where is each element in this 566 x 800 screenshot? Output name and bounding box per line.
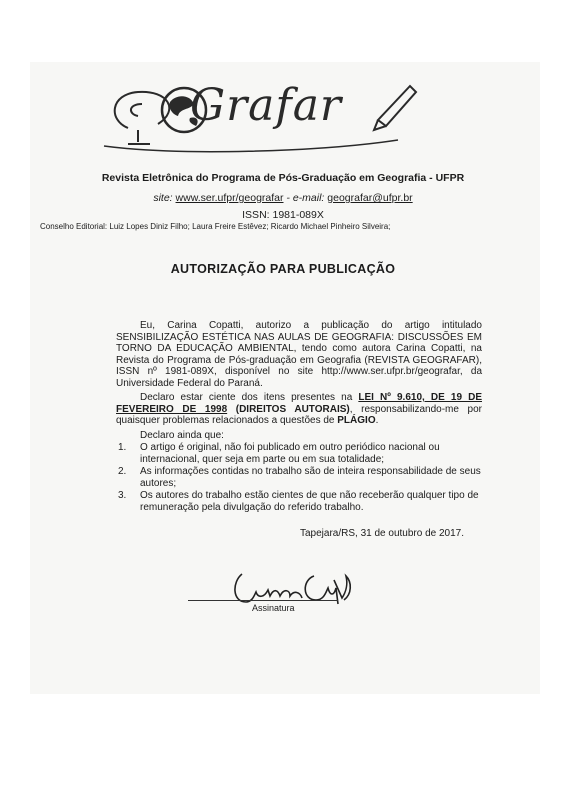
declaration-list <box>116 442 484 515</box>
list-number: 2. <box>118 466 127 478</box>
declaration-text-c: , responsabilizando-me por quaisquer problemas relacionados a questões de <box>116 403 483 427</box>
site-link[interactable]: www.ser.ufpr/geografar <box>175 192 284 204</box>
list-item <box>116 442 484 465</box>
handwritten-signature <box>230 562 360 614</box>
list-item <box>116 466 484 489</box>
declaration-intro: Declaro ainda que: <box>140 430 224 441</box>
place-and-date: Tapejara/RS, 31 de outubro de 2017. <box>300 528 465 539</box>
authorization-paragraph: Eu, Carina Copatti, autorizo a publicação do artigo intitulado SENSIBILIZAÇÃO ESTÉTICA NAS AULAS DE GEOGRAFIA: DISCUSSÕES EM TORNO DA EDUCAÇÃO AMBIENTAL, tendo como autora Carina Copatti, na Revista do Programa de Pós-graduação em Geografia (REVISTA GEOGRAFAR), ISSN nº 1981-089X, disponível no site http://www.ser.ufpr.br/geografar, da Universidade Federal do Paraná. <box>116 320 482 389</box>
list-text: O artigo é original, não foi publicado em outro periódico nacional ou internacional, quer seja em parte ou em sua totalidade; <box>140 442 440 465</box>
journal-links <box>0 192 566 204</box>
signature-label: Assinatura <box>252 603 295 613</box>
link-separator: - <box>286 192 290 204</box>
copyright-reference: (DIREITOS AUTORAIS) <box>235 403 350 415</box>
editorial-council: Conselho Editorial: Luiz Lopes Diniz Filho; Laura Freire Estêvez; Ricardo Michael Pinheiro Silveira; <box>40 222 391 231</box>
declaration-text-a: Declaro estar ciente dos itens presentes na <box>140 392 359 403</box>
declaration-paragraph <box>116 392 482 427</box>
journal-subtitle: Revista Eletrônica do Programa de Pós-Graduação em Geografia - UFPR <box>101 172 465 184</box>
list-item <box>116 490 484 513</box>
signature-line <box>188 600 338 601</box>
list-text: As informações contidas no trabalho são de inteira responsabilidade de seus autores; <box>140 466 481 489</box>
list-number: 1. <box>118 442 127 453</box>
email-label: e-mail: <box>292 192 325 204</box>
plagiarism-term: PLÁGIO <box>337 415 376 427</box>
list-text: Os autores do trabalho estão cientes de que não receberão qualquer tipo de remuneração pela divulgação do referido trabalho. <box>140 490 479 513</box>
email-link[interactable]: geografar@ufpr.br <box>327 192 413 204</box>
declaration-text-d: . <box>375 415 379 427</box>
logo-wordmark: Grafar <box>190 80 342 131</box>
declaration-space <box>227 404 236 415</box>
document-title: AUTORIZAÇÃO PARA PUBLICAÇÃO <box>170 262 396 276</box>
list-number: 3. <box>118 490 127 502</box>
site-label: site: <box>153 192 173 204</box>
law-reference: LEI Nº 9.610, DE 19 DE FEVEREIRO DE 1998 <box>116 392 482 415</box>
issn: ISSN: 1981-089X <box>242 209 324 221</box>
